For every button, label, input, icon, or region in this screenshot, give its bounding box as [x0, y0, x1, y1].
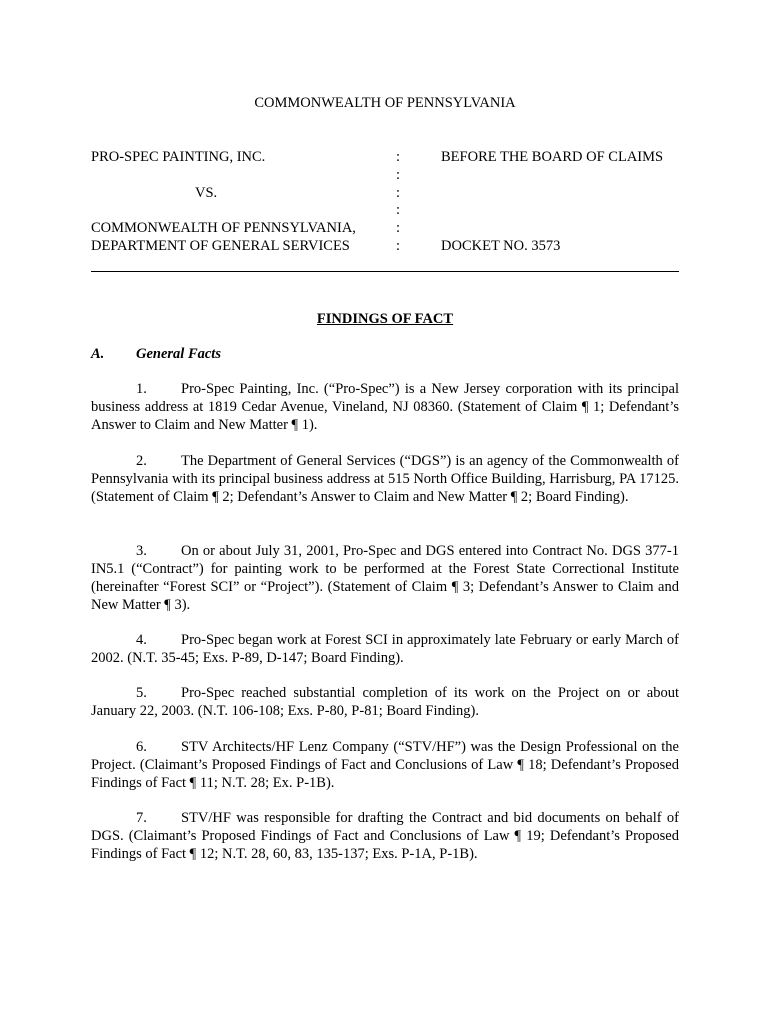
section-title: General Facts [136, 346, 221, 362]
finding-paragraph [91, 738, 679, 792]
finding-paragraph [91, 809, 679, 863]
caption-colon: : [396, 220, 401, 236]
finding-paragraph [91, 380, 679, 434]
caption-colon: : [396, 149, 401, 165]
finding-text: Pro-Spec began work at Forest SCI in approximately late February or early March of 2002. (N.T. 35-45; Exs. P-89, D-147; Board Finding). [91, 632, 679, 666]
defendant-line-2: DEPARTMENT OF GENERAL SERVICES [91, 238, 350, 254]
finding-paragraph [91, 542, 679, 614]
tribunal-name: BEFORE THE BOARD OF CLAIMS [441, 149, 664, 165]
finding-text: The Department of General Services (“DGS”) is an agency of the Commonwealth of Pennsylvania with its principal business address at 515 North Office Building, Harrisburg, PA 17125. (Statement of Claim ¶ 2; Defendant’s Answer to Claim and New Matter ¶ 2; Board Finding). [91, 453, 679, 505]
caption-divider [91, 271, 679, 272]
findings-heading: FINDINGS OF FACT [316, 311, 454, 327]
finding-number: 6. [136, 739, 147, 755]
finding-number: 7. [136, 810, 147, 826]
finding-text: Pro-Spec reached substantial completion of its work on the Project on or about January 22, 2003. (N.T. 106-108; Exs. P-80, P-81; Board Finding). [91, 685, 679, 719]
finding-number: 4. [136, 632, 147, 648]
caption-colon: : [396, 202, 401, 218]
finding-paragraph [91, 452, 679, 506]
finding-paragraph [91, 684, 679, 720]
caption-colon: : [396, 238, 401, 254]
finding-number: 3. [136, 543, 147, 559]
versus-label: VS. [195, 185, 218, 201]
caption-colon: : [396, 185, 401, 201]
caption-colon: : [396, 167, 401, 183]
docket-number: DOCKET NO. 3573 [441, 238, 561, 254]
finding-number: 2. [136, 453, 147, 469]
finding-text: Pro-Spec Painting, Inc. (“Pro-Spec”) is a New Jersey corporation with its principal business address at 1819 Cedar Avenue, Vineland, NJ 08360. (Statement of Claim ¶ 1; Defendant’s Answer to Claim and New Matter ¶ 1). [91, 381, 679, 433]
finding-number: 1. [136, 381, 147, 397]
plaintiff-name: PRO-SPEC PAINTING, INC. [91, 149, 266, 165]
finding-text: On or about July 31, 2001, Pro-Spec and DGS entered into Contract No. DGS 377-1 IN5.1 (“Contract”) for painting work to be performed at the Forest State Correctional Institute (hereinafter “Forest SCI” or “Project”). (Statement of Claim ¶ 3; Defendant’s Answer to Claim and New Matter ¶ 3). [91, 543, 679, 613]
finding-text: STV/HF was responsible for drafting the Contract and bid documents on behalf of DGS. (Claimant’s Proposed Findings of Fact and Conclusions of Law ¶ 19; Defendant’s Proposed Findings of Fact ¶ 12; N.T. 28, 60, 83, 135-137; Exs. P-1A, P-1B). [91, 810, 679, 862]
document-header-title: COMMONWEALTH OF PENNSYLVANIA [254, 95, 516, 111]
defendant-line-1: COMMONWEALTH OF PENNSYLVANIA, [91, 220, 356, 236]
finding-text: STV Architects/HF Lenz Company (“STV/HF”) was the Design Professional on the Project. (Claimant’s Proposed Findings of Fact and Conclusions of Law ¶ 18; Defendant’s Proposed Findings of Fact ¶ 11; N.T. 28; Ex. P-1B). [91, 739, 679, 791]
finding-paragraph [91, 631, 679, 667]
finding-number: 5. [136, 685, 147, 701]
section-letter: A. [91, 346, 105, 362]
section-heading [0, 345, 770, 363]
